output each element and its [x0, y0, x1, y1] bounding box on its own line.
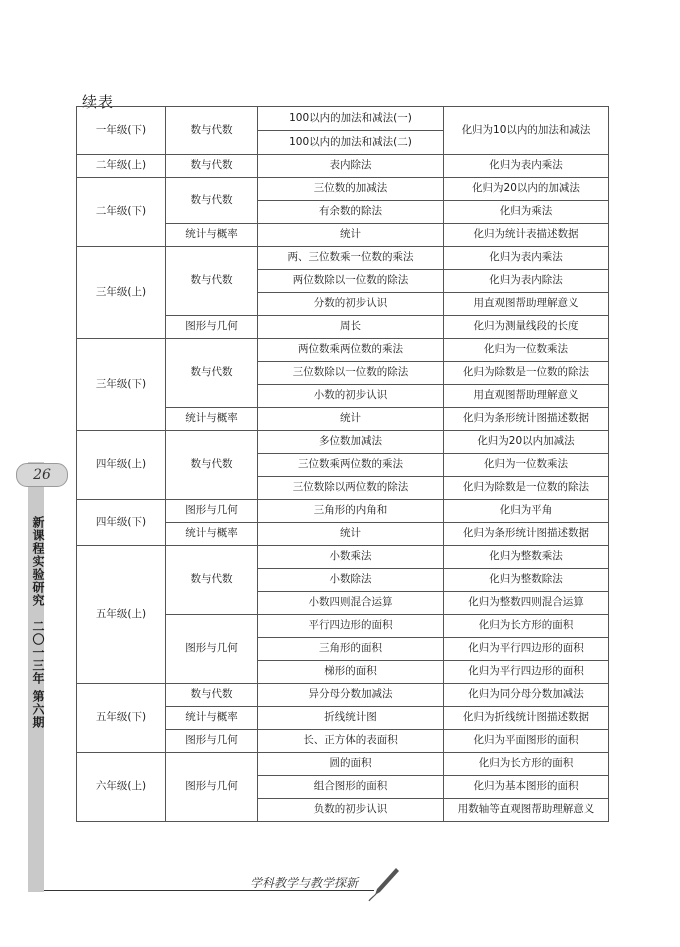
curriculum-table	[76, 106, 609, 822]
topic-cell: 表内除法	[258, 155, 444, 178]
strategy-cell: 化归为10以内的加法和减法	[444, 107, 609, 155]
grade-cell: 一年级(下)	[77, 107, 166, 155]
grade-cell: 三年级(下)	[77, 339, 166, 431]
topic-cell: 100以内的加法和减法(一)	[258, 107, 444, 131]
topic-cell: 三位数的加减法	[258, 178, 444, 201]
topic-cell: 统计	[258, 224, 444, 247]
grade-cell: 五年级(下)	[77, 684, 166, 753]
topic-cell: 小数乘法	[258, 546, 444, 569]
strategy-cell: 化归为一位数乘法	[444, 454, 609, 477]
pen-nib-icon	[368, 866, 402, 902]
strategy-cell: 化归为长方形的面积	[444, 753, 609, 776]
grade-cell: 五年级(上)	[77, 546, 166, 684]
topic-cell: 三角形的内角和	[258, 500, 444, 523]
strategy-cell: 化归为乘法	[444, 201, 609, 224]
domain-cell: 图形与几何	[166, 753, 258, 822]
domain-cell: 数与代数	[166, 178, 258, 224]
page-number-badge: 26	[16, 463, 68, 487]
strategy-cell: 化归为条形统计图描述数据	[444, 523, 609, 546]
topic-cell: 长、正方体的表面积	[258, 730, 444, 753]
table-row	[77, 753, 609, 776]
strategy-cell: 化归为除数是一位数的除法	[444, 362, 609, 385]
grade-cell: 六年级(上)	[77, 753, 166, 822]
domain-cell: 数与代数	[166, 107, 258, 155]
strategy-cell: 化归为条形统计图描述数据	[444, 408, 609, 431]
topic-cell: 三角形的面积	[258, 638, 444, 661]
topic-cell: 两位数乘两位数的乘法	[258, 339, 444, 362]
strategy-cell: 化归为长方形的面积	[444, 615, 609, 638]
topic-cell: 分数的初步认识	[258, 293, 444, 316]
domain-cell: 数与代数	[166, 684, 258, 707]
journal-title-vertical: 新课程实验研究 二〇一三年 第六期	[31, 516, 45, 730]
strategy-cell: 化归为平角	[444, 500, 609, 523]
strategy-cell: 化归为平面图形的面积	[444, 730, 609, 753]
grade-cell: 二年级(下)	[77, 178, 166, 247]
table-row	[77, 178, 609, 201]
strategy-cell: 化归为20以内加减法	[444, 431, 609, 454]
domain-cell: 图形与几何	[166, 615, 258, 684]
topic-cell: 平行四边形的面积	[258, 615, 444, 638]
grade-cell: 三年级(上)	[77, 247, 166, 339]
strategy-cell: 化归为整数四则混合运算	[444, 592, 609, 615]
topic-cell: 100以内的加法和减法(二)	[258, 131, 444, 155]
table-row	[77, 500, 609, 523]
domain-cell: 统计与概率	[166, 707, 258, 730]
topic-cell: 三位数乘两位数的乘法	[258, 454, 444, 477]
topic-cell: 小数的初步认识	[258, 385, 444, 408]
topic-cell: 两、三位数乘一位数的乘法	[258, 247, 444, 270]
table-row	[77, 431, 609, 454]
topic-cell: 多位数加减法	[258, 431, 444, 454]
strategy-cell: 化归为表内乘法	[444, 155, 609, 178]
topic-cell: 周长	[258, 316, 444, 339]
grade-cell: 四年级(上)	[77, 431, 166, 500]
grade-cell: 四年级(下)	[77, 500, 166, 546]
strategy-cell: 化归为基本图形的面积	[444, 776, 609, 799]
topic-cell: 统计	[258, 523, 444, 546]
strategy-cell: 化归为平行四边形的面积	[444, 638, 609, 661]
table-row	[77, 155, 609, 178]
domain-cell: 图形与几何	[166, 730, 258, 753]
strategy-cell: 化归为表内除法	[444, 270, 609, 293]
table-row	[77, 107, 609, 131]
domain-cell: 数与代数	[166, 339, 258, 408]
domain-cell: 图形与几何	[166, 316, 258, 339]
domain-cell: 数与代数	[166, 546, 258, 615]
grade-cell: 二年级(上)	[77, 155, 166, 178]
table-row	[77, 247, 609, 270]
topic-cell: 统计	[258, 408, 444, 431]
footer-column-title: 学科教学与教学探新	[250, 876, 359, 890]
strategy-cell: 用直观图帮助理解意义	[444, 293, 609, 316]
strategy-cell: 化归为整数除法	[444, 569, 609, 592]
topic-cell: 负数的初步认识	[258, 799, 444, 822]
strategy-cell: 化归为一位数乘法	[444, 339, 609, 362]
domain-cell: 数与代数	[166, 431, 258, 500]
table-row	[77, 546, 609, 569]
strategy-cell: 化归为表内乘法	[444, 247, 609, 270]
strategy-cell: 化归为折线统计图描述数据	[444, 707, 609, 730]
strategy-cell: 化归为20以内的加减法	[444, 178, 609, 201]
topic-cell: 梯形的面积	[258, 661, 444, 684]
topic-cell: 两位数除以一位数的除法	[258, 270, 444, 293]
strategy-cell: 用数轴等直观图帮助理解意义	[444, 799, 609, 822]
strategy-cell: 用直观图帮助理解意义	[444, 385, 609, 408]
strategy-cell: 化归为同分母分数加减法	[444, 684, 609, 707]
domain-cell: 数与代数	[166, 247, 258, 316]
topic-cell: 异分母分数加减法	[258, 684, 444, 707]
domain-cell: 统计与概率	[166, 224, 258, 247]
strategy-cell: 化归为整数乘法	[444, 546, 609, 569]
topic-cell: 折线统计图	[258, 707, 444, 730]
domain-cell: 统计与概率	[166, 408, 258, 431]
topic-cell: 组合图形的面积	[258, 776, 444, 799]
table-row	[77, 339, 609, 362]
topic-cell: 有余数的除法	[258, 201, 444, 224]
topic-cell: 小数除法	[258, 569, 444, 592]
topic-cell: 三位数除以两位数的除法	[258, 477, 444, 500]
topic-cell: 圆的面积	[258, 753, 444, 776]
strategy-cell: 化归为统计表描述数据	[444, 224, 609, 247]
topic-cell: 三位数除以一位数的除法	[258, 362, 444, 385]
table-row	[77, 684, 609, 707]
strategy-cell: 化归为测量线段的长度	[444, 316, 609, 339]
strategy-cell: 化归为除数是一位数的除法	[444, 477, 609, 500]
domain-cell: 统计与概率	[166, 523, 258, 546]
domain-cell: 图形与几何	[166, 500, 258, 523]
strategy-cell: 化归为平行四边形的面积	[444, 661, 609, 684]
topic-cell: 小数四则混合运算	[258, 592, 444, 615]
table-continued-heading: 续表	[82, 93, 115, 111]
domain-cell: 数与代数	[166, 155, 258, 178]
